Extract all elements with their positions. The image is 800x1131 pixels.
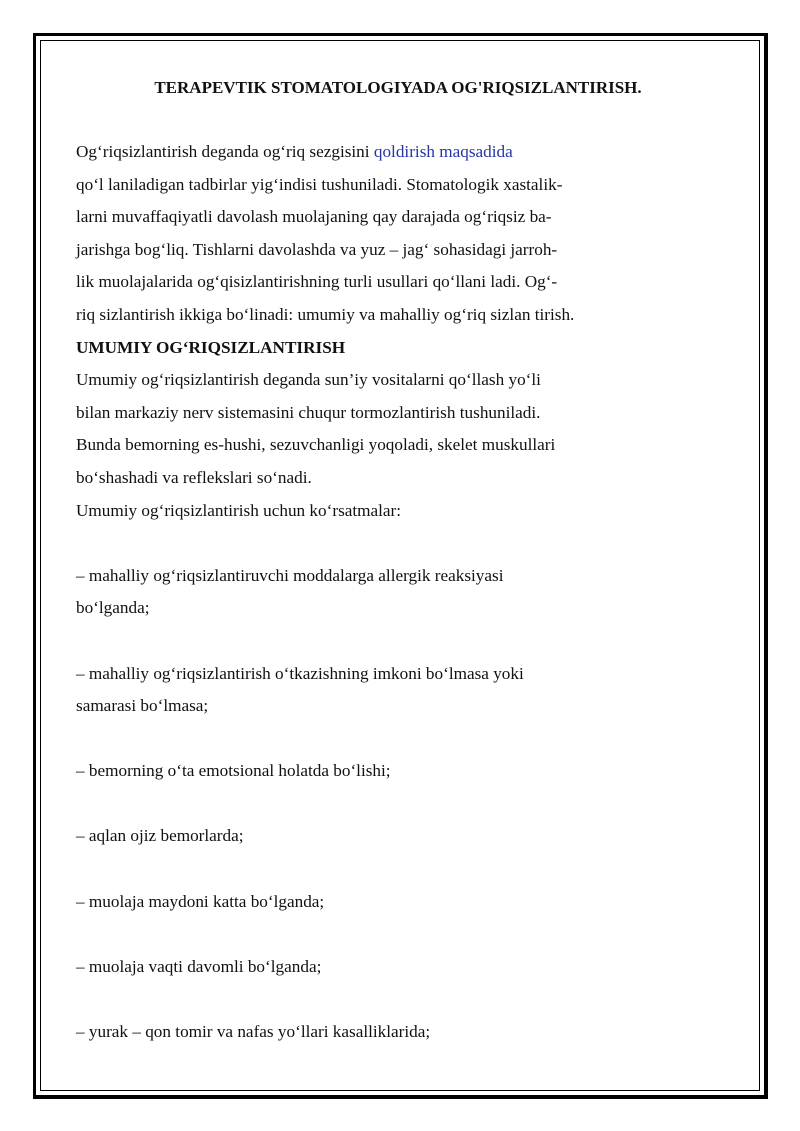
intro-line-6: riq sizlantirish ikkiga bo‘linadi: umumiy va mahalliy og‘riq sizlan tirish. <box>76 304 575 324</box>
intro-line-3: larni muvaffaqiyatli davolash muolajaning qay darajada og‘riqsiz ba- <box>76 207 552 227</box>
list-item-line: – aqlan ojiz bemorlarda; <box>76 826 244 846</box>
list-item-line: – mahalliy og‘riqsizlantirish o‘tkazishning imkoni bo‘lmasa yoki <box>76 663 524 683</box>
section-line-1: Umumiy og‘riqsizlantirish deganda sun’iy vositalarni qo‘llash yo‘li <box>76 370 541 390</box>
intro-line-2: qo‘l laniladigan tadbirlar yig‘indisi tushuniladi. Stomatologik xastalik- <box>76 174 563 194</box>
section-line-5: Umumiy og‘riqsizlantirish uchun ko‘rsatmalar: <box>76 500 402 520</box>
list-item-line: – yurak – qon tomir va nafas yo‘llari kasalliklarida; <box>76 1022 431 1042</box>
list-item-line: samarasi bo‘lmasa; <box>76 696 209 716</box>
general-anesthesia-section <box>76 332 716 528</box>
list-item <box>76 755 716 788</box>
list-item <box>76 951 716 984</box>
section-line-3: Bunda bemorning es-hushi, sezuvchanligi yoqoladi, skelet muskullari <box>76 435 556 455</box>
intro-paragraph <box>76 136 716 332</box>
list-item <box>76 658 716 723</box>
list-item-line: – mahalliy og‘riqsizlantiruvchi moddalarga allergik reaksiyasi <box>76 565 504 585</box>
list-item-line: – muolaja maydoni katta bo‘lganda; <box>76 891 325 911</box>
list-item-line: – muolaja vaqti davomli bo‘lganda; <box>76 956 322 976</box>
list-item <box>76 1016 716 1049</box>
document-body <box>76 72 716 1049</box>
section-line-4: bo‘shashadi va reflekslari so‘nadi. <box>76 467 312 487</box>
section-heading: UMUMIY OG‘RIQSIZLANTIRISH <box>76 337 346 357</box>
intro-line-1 <box>76 136 716 169</box>
list-item <box>76 886 716 919</box>
highlighted-phrase: qoldirish maqsadida <box>373 142 513 161</box>
intro-line-4: jarishga bog‘liq. Tishlarni davolashda va yuz – jag‘ sohasidagi jarroh- <box>76 239 558 259</box>
list-item-line: – bemorning o‘ta emotsional holatda bo‘lishi; <box>76 761 391 781</box>
list-item <box>76 820 716 853</box>
list-item-line: bo‘lganda; <box>76 598 150 618</box>
section-line-2: bilan markaziy nerv sistemasini chuqur tormozlantirish tushuniladi. <box>76 402 541 422</box>
intro-line-1-text: Og‘riqsizlantirish deganda og‘riq sezgisini <box>76 142 374 161</box>
document-title: TERAPEVTIK STOMATOLOGIYADA OG'RIQSIZLANTIRISH. <box>154 78 642 97</box>
indications-list <box>76 560 716 1049</box>
list-item <box>76 560 716 625</box>
intro-line-5: lik muolajalarida og‘qisizlantirishning turli usullari qo‘llani ladi. Og‘- <box>76 272 558 292</box>
